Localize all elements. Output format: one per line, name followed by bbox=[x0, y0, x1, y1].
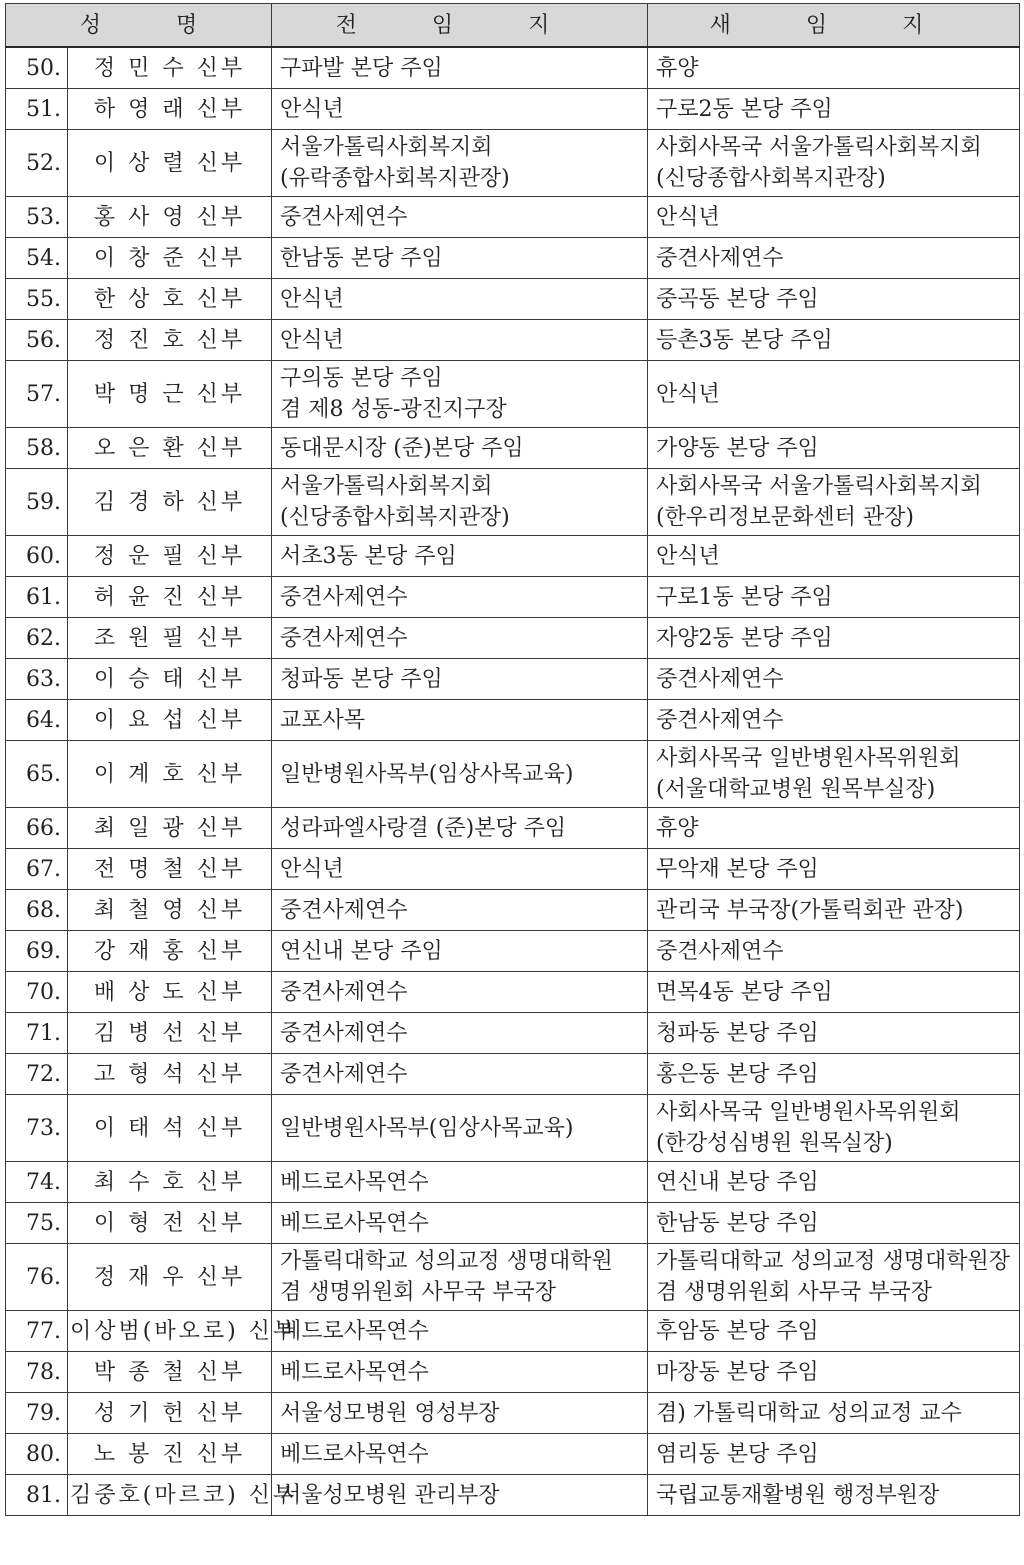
row-number: 53. bbox=[6, 197, 68, 238]
previous-post-line: 겸 생명위원회 사무국 부국장 bbox=[280, 1280, 557, 1305]
new-post-cell bbox=[648, 577, 1020, 618]
new-post-cell bbox=[648, 1393, 1020, 1434]
document-page bbox=[5, 3, 1020, 1516]
table-row bbox=[6, 700, 1020, 741]
new-post-line: 중곡동 본당 주임 bbox=[656, 286, 819, 312]
previous-post-cell bbox=[272, 1203, 648, 1244]
previous-post-line: 중견사제연수 bbox=[280, 1061, 408, 1087]
priest-name: 정 운 필 신부 bbox=[68, 536, 272, 577]
row-number: 52. bbox=[6, 130, 68, 197]
header-name: 성 명 bbox=[6, 4, 272, 48]
row-number: 64. bbox=[6, 700, 68, 741]
new-post-line: 중견사제연수 bbox=[656, 938, 784, 964]
previous-post-line: 구파발 본당 주임 bbox=[280, 55, 443, 81]
new-post-line: 안식년 bbox=[656, 204, 720, 230]
personnel-table bbox=[5, 3, 1020, 1516]
new-post-cell bbox=[648, 741, 1020, 808]
previous-post-cell bbox=[272, 197, 648, 238]
new-post-cell bbox=[648, 320, 1020, 361]
priest-name: 이 창 준 신부 bbox=[68, 238, 272, 279]
priest-name: 이 태 석 신부 bbox=[68, 1095, 272, 1162]
previous-post-line: 겸 제8 성동-광진지구장 bbox=[280, 397, 507, 422]
new-post-cell bbox=[648, 808, 1020, 849]
table-row bbox=[6, 47, 1020, 89]
row-number: 57. bbox=[6, 361, 68, 428]
table-row bbox=[6, 1054, 1020, 1095]
previous-post-cell bbox=[272, 1475, 648, 1516]
new-post-line: 등촌3동 본당 주임 bbox=[656, 327, 833, 353]
new-post-cell bbox=[648, 1013, 1020, 1054]
previous-post-line: (신당종합사회복지관장) bbox=[280, 505, 510, 530]
new-post-line: 사회사목국 일반병원사목위원회 bbox=[656, 746, 961, 771]
new-post-cell bbox=[648, 1095, 1020, 1162]
previous-post-line: 연신내 본당 주임 bbox=[280, 938, 443, 964]
previous-post-cell bbox=[272, 1311, 648, 1352]
table-row bbox=[6, 1244, 1020, 1311]
row-number: 76. bbox=[6, 1244, 68, 1311]
row-number: 62. bbox=[6, 618, 68, 659]
new-post-cell bbox=[648, 659, 1020, 700]
table-row bbox=[6, 1162, 1020, 1203]
new-post-cell bbox=[648, 1162, 1020, 1203]
new-post-line: 홍은동 본당 주임 bbox=[656, 1061, 819, 1087]
priest-name: 정 재 우 신부 bbox=[68, 1244, 272, 1311]
previous-post-line: 성라파엘사랑결 (준)본당 주임 bbox=[280, 815, 567, 841]
row-number: 63. bbox=[6, 659, 68, 700]
table-row bbox=[6, 577, 1020, 618]
new-post-cell bbox=[648, 130, 1020, 197]
new-post-cell bbox=[648, 1244, 1020, 1311]
new-post-line: 자양2동 본당 주임 bbox=[656, 625, 833, 651]
row-number: 50. bbox=[6, 47, 68, 89]
new-post-line: 사회사목국 서울가톨릭사회복지회 bbox=[656, 474, 982, 499]
row-number: 65. bbox=[6, 741, 68, 808]
priest-name: 최 일 광 신부 bbox=[68, 808, 272, 849]
previous-post-line: 중견사제연수 bbox=[280, 584, 408, 610]
row-number: 79. bbox=[6, 1393, 68, 1434]
previous-post-cell bbox=[272, 130, 648, 197]
table-row bbox=[6, 1352, 1020, 1393]
table-row bbox=[6, 972, 1020, 1013]
previous-post-line: 안식년 bbox=[280, 327, 344, 353]
row-number: 59. bbox=[6, 469, 68, 536]
previous-post-line: 가톨릭대학교 성의교정 생명대학원 bbox=[280, 1249, 613, 1274]
previous-post-cell bbox=[272, 320, 648, 361]
row-number: 68. bbox=[6, 890, 68, 931]
new-post-cell bbox=[648, 361, 1020, 428]
priest-name: 강 재 홍 신부 bbox=[68, 931, 272, 972]
previous-post-cell bbox=[272, 931, 648, 972]
previous-post-line: 청파동 본당 주임 bbox=[280, 666, 443, 692]
new-post-line: 휴양 bbox=[656, 815, 699, 841]
new-post-cell bbox=[648, 1475, 1020, 1516]
priest-name: 이상범(바오로) 신부 bbox=[68, 1311, 272, 1352]
new-post-line: 가톨릭대학교 성의교정 생명대학원장 bbox=[656, 1249, 1011, 1274]
new-post-cell bbox=[648, 89, 1020, 130]
new-post-line: 겸) 가톨릭대학교 성의교정 교수 bbox=[656, 1400, 962, 1426]
header-new-post: 새 임 지 bbox=[648, 4, 1020, 48]
table-row bbox=[6, 238, 1020, 279]
table-row bbox=[6, 1434, 1020, 1475]
new-post-cell bbox=[648, 700, 1020, 741]
table-row bbox=[6, 361, 1020, 428]
previous-post-line: 안식년 bbox=[280, 856, 344, 882]
new-post-cell bbox=[648, 890, 1020, 931]
new-post-line: 안식년 bbox=[656, 543, 720, 569]
priest-name: 홍 사 영 신부 bbox=[68, 197, 272, 238]
previous-post-line: 서울성모병원 영성부장 bbox=[280, 1400, 500, 1426]
new-post-line: 사회사목국 일반병원사목위원회 bbox=[656, 1100, 961, 1125]
previous-post-cell bbox=[272, 659, 648, 700]
previous-post-line: 구의동 본당 주임 bbox=[280, 366, 443, 391]
priest-name: 김중호(마르코) 신부 bbox=[68, 1475, 272, 1516]
priest-name: 최 수 호 신부 bbox=[68, 1162, 272, 1203]
table-row bbox=[6, 469, 1020, 536]
previous-post-line: 베드로사목연수 bbox=[280, 1441, 429, 1467]
previous-post-cell bbox=[272, 700, 648, 741]
row-number: 80. bbox=[6, 1434, 68, 1475]
previous-post-cell bbox=[272, 238, 648, 279]
priest-name: 조 원 필 신부 bbox=[68, 618, 272, 659]
new-post-cell bbox=[648, 428, 1020, 469]
priest-name: 정 진 호 신부 bbox=[68, 320, 272, 361]
new-post-line: 중견사제연수 bbox=[656, 707, 784, 733]
new-post-line: 휴양 bbox=[656, 55, 699, 81]
row-number: 69. bbox=[6, 931, 68, 972]
table-row bbox=[6, 741, 1020, 808]
priest-name: 김 경 하 신부 bbox=[68, 469, 272, 536]
previous-post-line: 베드로사목연수 bbox=[280, 1210, 429, 1236]
previous-post-cell bbox=[272, 89, 648, 130]
previous-post-line: 안식년 bbox=[280, 286, 344, 312]
new-post-cell bbox=[648, 1203, 1020, 1244]
new-post-line: 구로2동 본당 주임 bbox=[656, 96, 833, 122]
new-post-line: 염리동 본당 주임 bbox=[656, 1441, 819, 1467]
table-row bbox=[6, 1393, 1020, 1434]
table-row bbox=[6, 659, 1020, 700]
previous-post-line: 중견사제연수 bbox=[280, 1020, 408, 1046]
table-row bbox=[6, 428, 1020, 469]
new-post-line: 마장동 본당 주임 bbox=[656, 1359, 819, 1385]
previous-post-cell bbox=[272, 1095, 648, 1162]
table-row bbox=[6, 197, 1020, 238]
table-row bbox=[6, 1013, 1020, 1054]
previous-post-line: 베드로사목연수 bbox=[280, 1359, 429, 1385]
new-post-cell bbox=[648, 47, 1020, 89]
header-previous-post: 전 임 지 bbox=[272, 4, 648, 48]
priest-name: 노 봉 진 신부 bbox=[68, 1434, 272, 1475]
previous-post-line: 안식년 bbox=[280, 96, 344, 122]
previous-post-cell bbox=[272, 279, 648, 320]
priest-name: 박 명 근 신부 bbox=[68, 361, 272, 428]
row-number: 67. bbox=[6, 849, 68, 890]
previous-post-line: (유락종합사회복지관장) bbox=[280, 166, 510, 191]
table-row bbox=[6, 89, 1020, 130]
header-row bbox=[6, 4, 1020, 48]
previous-post-cell bbox=[272, 808, 648, 849]
previous-post-line: 중견사제연수 bbox=[280, 979, 408, 1005]
new-post-cell bbox=[648, 931, 1020, 972]
new-post-line: 구로1동 본당 주임 bbox=[656, 584, 833, 610]
previous-post-cell bbox=[272, 1434, 648, 1475]
priest-name: 배 상 도 신부 bbox=[68, 972, 272, 1013]
previous-post-cell bbox=[272, 1054, 648, 1095]
new-post-line: 겸 생명위원회 사무국 부국장 bbox=[656, 1280, 933, 1305]
previous-post-cell bbox=[272, 890, 648, 931]
previous-post-cell bbox=[272, 1162, 648, 1203]
new-post-cell bbox=[648, 1434, 1020, 1475]
row-number: 71. bbox=[6, 1013, 68, 1054]
previous-post-cell bbox=[272, 1393, 648, 1434]
priest-name: 허 윤 진 신부 bbox=[68, 577, 272, 618]
row-number: 77. bbox=[6, 1311, 68, 1352]
previous-post-line: 서울성모병원 관리부장 bbox=[280, 1482, 500, 1508]
row-number: 58. bbox=[6, 428, 68, 469]
row-number: 75. bbox=[6, 1203, 68, 1244]
previous-post-cell bbox=[272, 428, 648, 469]
new-post-line: 관리국 부국장(가톨릭회관 관장) bbox=[656, 897, 964, 923]
previous-post-cell bbox=[272, 469, 648, 536]
row-number: 51. bbox=[6, 89, 68, 130]
new-post-line: 청파동 본당 주임 bbox=[656, 1020, 819, 1046]
table-row bbox=[6, 1203, 1020, 1244]
priest-name: 최 철 영 신부 bbox=[68, 890, 272, 931]
previous-post-line: 동대문시장 (준)본당 주임 bbox=[280, 435, 524, 461]
new-post-cell bbox=[648, 618, 1020, 659]
new-post-cell bbox=[648, 849, 1020, 890]
row-number: 70. bbox=[6, 972, 68, 1013]
new-post-line: (한우리정보문화센터 관장) bbox=[656, 505, 914, 530]
priest-name: 이 형 전 신부 bbox=[68, 1203, 272, 1244]
previous-post-line: 서울가톨릭사회복지회 bbox=[280, 135, 493, 160]
previous-post-cell bbox=[272, 972, 648, 1013]
priest-name: 이 계 호 신부 bbox=[68, 741, 272, 808]
new-post-cell bbox=[648, 197, 1020, 238]
new-post-cell bbox=[648, 469, 1020, 536]
priest-name: 하 영 래 신부 bbox=[68, 89, 272, 130]
new-post-line: 가양동 본당 주임 bbox=[656, 435, 819, 461]
priest-name: 김 병 선 신부 bbox=[68, 1013, 272, 1054]
new-post-line: 면목4동 본당 주임 bbox=[656, 979, 833, 1005]
table-row bbox=[6, 1095, 1020, 1162]
new-post-cell bbox=[648, 536, 1020, 577]
table-row bbox=[6, 1475, 1020, 1516]
previous-post-line: 중견사제연수 bbox=[280, 625, 408, 651]
previous-post-cell bbox=[272, 1352, 648, 1393]
previous-post-line: 일반병원사목부(임상사목교육) bbox=[280, 1115, 574, 1141]
table-body bbox=[6, 47, 1020, 1516]
new-post-cell bbox=[648, 1054, 1020, 1095]
table-row bbox=[6, 849, 1020, 890]
table-row bbox=[6, 890, 1020, 931]
previous-post-line: 중견사제연수 bbox=[280, 204, 408, 230]
new-post-line: 안식년 bbox=[656, 381, 720, 407]
new-post-line: 중견사제연수 bbox=[656, 666, 784, 692]
priest-name: 이 승 태 신부 bbox=[68, 659, 272, 700]
previous-post-line: 서울가톨릭사회복지회 bbox=[280, 474, 493, 499]
priest-name: 한 상 호 신부 bbox=[68, 279, 272, 320]
previous-post-line: 일반병원사목부(임상사목교육) bbox=[280, 761, 574, 787]
table-row bbox=[6, 931, 1020, 972]
row-number: 56. bbox=[6, 320, 68, 361]
new-post-line: 사회사목국 서울가톨릭사회복지회 bbox=[656, 135, 982, 160]
new-post-line: (서울대학교병원 원목부실장) bbox=[656, 777, 936, 802]
table-row bbox=[6, 618, 1020, 659]
row-number: 66. bbox=[6, 808, 68, 849]
previous-post-line: 교포사목 bbox=[280, 707, 366, 733]
priest-name: 이 상 렬 신부 bbox=[68, 130, 272, 197]
row-number: 74. bbox=[6, 1162, 68, 1203]
previous-post-cell bbox=[272, 618, 648, 659]
row-number: 61. bbox=[6, 577, 68, 618]
table-row bbox=[6, 808, 1020, 849]
priest-name: 박 종 철 신부 bbox=[68, 1352, 272, 1393]
row-number: 60. bbox=[6, 536, 68, 577]
previous-post-line: 중견사제연수 bbox=[280, 897, 408, 923]
previous-post-line: 베드로사목연수 bbox=[280, 1169, 429, 1195]
new-post-cell bbox=[648, 1311, 1020, 1352]
new-post-line: 후암동 본당 주임 bbox=[656, 1318, 819, 1344]
new-post-cell bbox=[648, 279, 1020, 320]
previous-post-cell bbox=[272, 849, 648, 890]
previous-post-cell bbox=[272, 47, 648, 89]
new-post-line: 중견사제연수 bbox=[656, 245, 784, 271]
row-number: 81. bbox=[6, 1475, 68, 1516]
row-number: 72. bbox=[6, 1054, 68, 1095]
new-post-cell bbox=[648, 1352, 1020, 1393]
priest-name: 전 명 철 신부 bbox=[68, 849, 272, 890]
row-number: 55. bbox=[6, 279, 68, 320]
previous-post-cell bbox=[272, 577, 648, 618]
priest-name: 오 은 환 신부 bbox=[68, 428, 272, 469]
previous-post-line: 한남동 본당 주임 bbox=[280, 245, 443, 271]
priest-name: 성 기 헌 신부 bbox=[68, 1393, 272, 1434]
new-post-line: (신당종합사회복지관장) bbox=[656, 166, 886, 191]
new-post-line: 한남동 본당 주임 bbox=[656, 1210, 819, 1236]
priest-name: 정 민 수 신부 bbox=[68, 47, 272, 89]
new-post-cell bbox=[648, 238, 1020, 279]
priest-name: 이 요 섭 신부 bbox=[68, 700, 272, 741]
previous-post-cell bbox=[272, 1244, 648, 1311]
new-post-line: (한강성심병원 원목실장) bbox=[656, 1131, 893, 1156]
previous-post-cell bbox=[272, 536, 648, 577]
previous-post-cell bbox=[272, 741, 648, 808]
previous-post-cell bbox=[272, 1013, 648, 1054]
new-post-cell bbox=[648, 972, 1020, 1013]
previous-post-line: 서초3동 본당 주임 bbox=[280, 543, 457, 569]
table-row bbox=[6, 279, 1020, 320]
table-row bbox=[6, 1311, 1020, 1352]
row-number: 73. bbox=[6, 1095, 68, 1162]
table-row bbox=[6, 320, 1020, 361]
row-number: 54. bbox=[6, 238, 68, 279]
table-row bbox=[6, 130, 1020, 197]
new-post-line: 연신내 본당 주임 bbox=[656, 1169, 819, 1195]
table-row bbox=[6, 536, 1020, 577]
new-post-line: 국립교통재활병원 행정부원장 bbox=[656, 1482, 940, 1508]
previous-post-cell bbox=[272, 361, 648, 428]
previous-post-line: 베드로사목연수 bbox=[280, 1318, 429, 1344]
priest-name: 고 형 석 신부 bbox=[68, 1054, 272, 1095]
new-post-line: 무악재 본당 주임 bbox=[656, 856, 819, 882]
row-number: 78. bbox=[6, 1352, 68, 1393]
